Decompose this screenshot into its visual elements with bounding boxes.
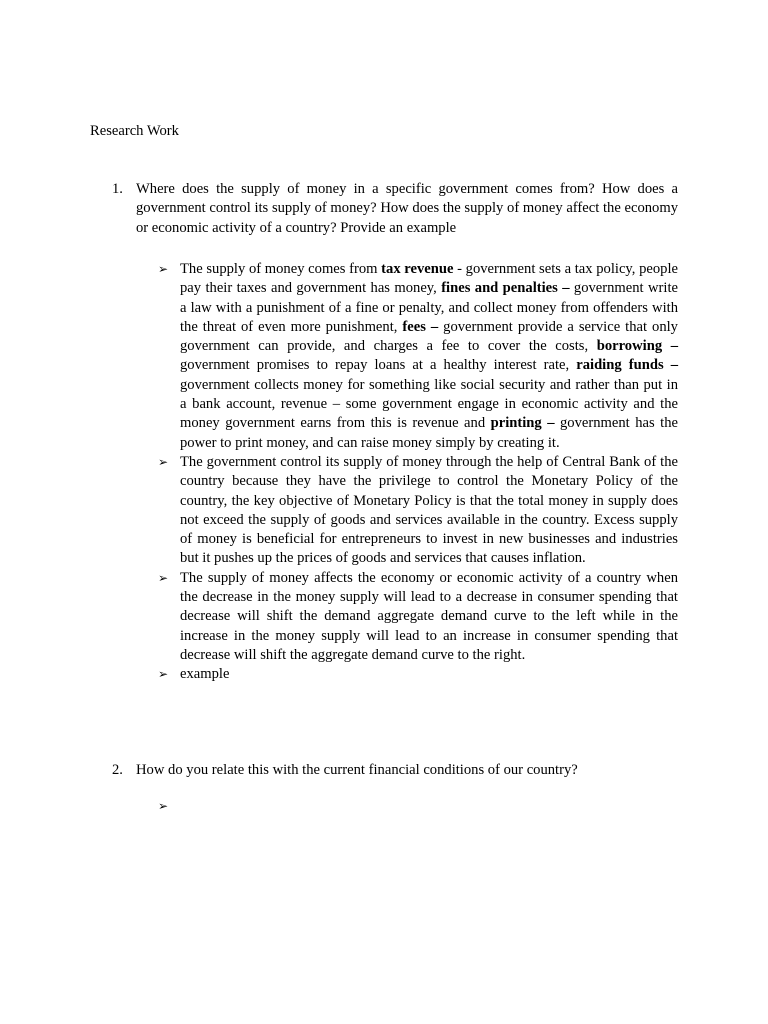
question-2-answers xyxy=(158,797,678,816)
question-1-answers xyxy=(158,260,678,685)
answer-bullet-empty xyxy=(158,797,678,816)
term-fines-and-penalties: fines and penalties – xyxy=(441,280,570,297)
arrow-bullet-icon: ➢ xyxy=(158,454,169,469)
question-2-number: 2. xyxy=(112,762,123,778)
term-raiding-funds: raiding funds – xyxy=(576,357,678,374)
answer-4-text: example xyxy=(180,666,230,683)
answer-2-text: The government control its supply of money through the help of Central Bank of the country because they have the privilege to control the Monetary Policy of the country, the key objective of Monetary Policy is that the total money in supply does not exceed the supply of goods and services available in the country. Excess supply of money is beneficial for entrepreneurs to invest in new businesses and industries but it pushes up the prices of goods and services that causes inflation. xyxy=(180,453,678,567)
term-borrowing: borrowing – xyxy=(596,338,678,355)
arrow-bullet-icon: ➢ xyxy=(158,570,169,585)
answer-bullet-1 xyxy=(158,260,678,453)
answer-empty-text xyxy=(180,798,184,814)
arrow-bullet-icon: ➢ xyxy=(158,262,169,276)
answer-1-text: The supply of money comes from tax revenue - government sets a tax policy, people pay their taxes and government has money, fines and penalties – government write a law with a punishment of a fine or penalty, and collect money from offenders with the threat of even more punishment, fees – government provide a service that only government can provide, and charges a fee to cover the costs, borrowing – government promises to repay loans at a healthy interest rate, raiding funds – government collects money for something like social security and rather than put in a bank account, revenue – some government engage in economic activity and the money government earns from this is revenue and printing – government has the power to print money, and can raise money simply by creating it. xyxy=(180,261,678,451)
question-2-text: How do you relate this with the current financial conditions of our country? xyxy=(136,762,578,778)
answer-bullet-3 xyxy=(158,569,678,665)
term-fees: fees – xyxy=(402,318,439,335)
document-title: Research Work xyxy=(90,123,179,139)
question-1-number: 1. xyxy=(112,181,123,197)
question-1 xyxy=(112,180,678,238)
arrow-bullet-icon: ➢ xyxy=(158,667,169,682)
question-1-text: Where does the supply of money in a specific government comes from? How does a government control its supply of money? How does the supply of money affect the economy or economic activity of a country? Provide an example xyxy=(136,181,678,236)
arrow-bullet-icon: ➢ xyxy=(158,799,169,813)
question-2 xyxy=(112,761,678,780)
term-printing: printing – xyxy=(490,415,555,432)
term-tax-revenue: tax revenue xyxy=(381,261,454,277)
answer-3-text: The supply of money affects the economy or economic activity of a country when the decrease in the money supply will lead to a decrease in consumer spending that decrease will shift the demand aggregate demand curve to the left while in the increase in the money supply will lead to an increase in consumer spending that decrease will shift the aggregate demand curve to the right. xyxy=(180,569,678,663)
answer-bullet-2 xyxy=(158,453,678,569)
answer-bullet-4 xyxy=(158,665,678,684)
